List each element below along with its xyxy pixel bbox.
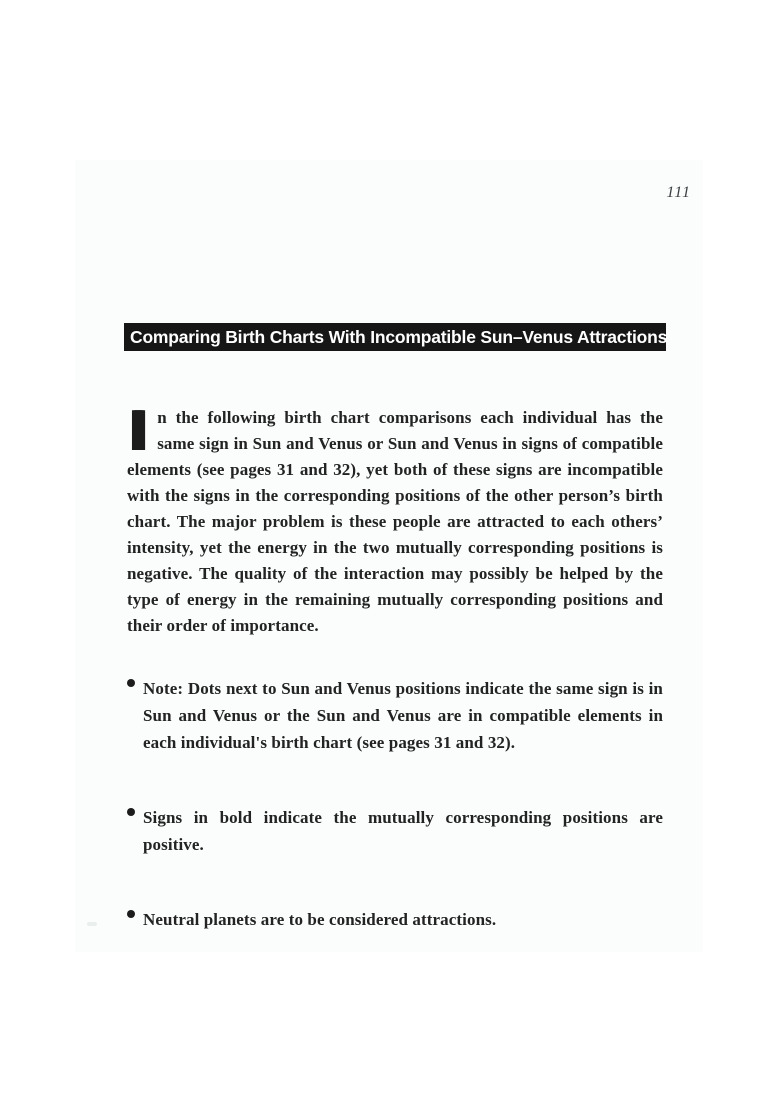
intro-paragraph (127, 400, 663, 639)
bullet-dot-icon (127, 808, 135, 816)
intro-text: n the following birth chart comparisons each individual has the same sign in Sun and Venus or Sun and Venus in signs of compatible elements (see pages 31 and 32), yet both of these signs are incompatible with the signs in the corresponding positions of the other person’s birth chart. The major problem is these people are attracted to each others’ intensity, yet the energy in the two mutually corresponding positions is negative. The quality of the interaction may possibly be helped by the type of energy in the remaining mutually corresponding positions and their order of importance. (127, 408, 663, 635)
list-item (127, 906, 663, 933)
section-title: Comparing Birth Charts With Incompatible Sun–Venus Attractions (130, 326, 668, 347)
bold-signs-bullet-text: Signs in bold indicate the mutually corresponding positions are positive. (143, 808, 663, 854)
scan-smudge-artifact (87, 922, 97, 926)
note-bullet-text: Note: Dots next to Sun and Venus positions indicate the same sign is in Sun and Venus or the Sun and Venus are in compatible elements in each individual's birth chart (see pages 31 and 32). (143, 679, 663, 752)
list-item (127, 675, 663, 756)
paper-page (75, 160, 703, 952)
page-number: 111 (666, 184, 691, 201)
list-item (127, 804, 663, 858)
bullet-list (127, 675, 663, 933)
page-content (127, 388, 663, 933)
section-header-banner (124, 323, 666, 351)
bullet-dot-icon (127, 679, 135, 687)
drop-cap-letter: I (127, 400, 148, 463)
neutral-planets-bullet-text: Neutral planets are to be considered attractions. (143, 910, 497, 929)
bullet-dot-icon (127, 910, 135, 918)
